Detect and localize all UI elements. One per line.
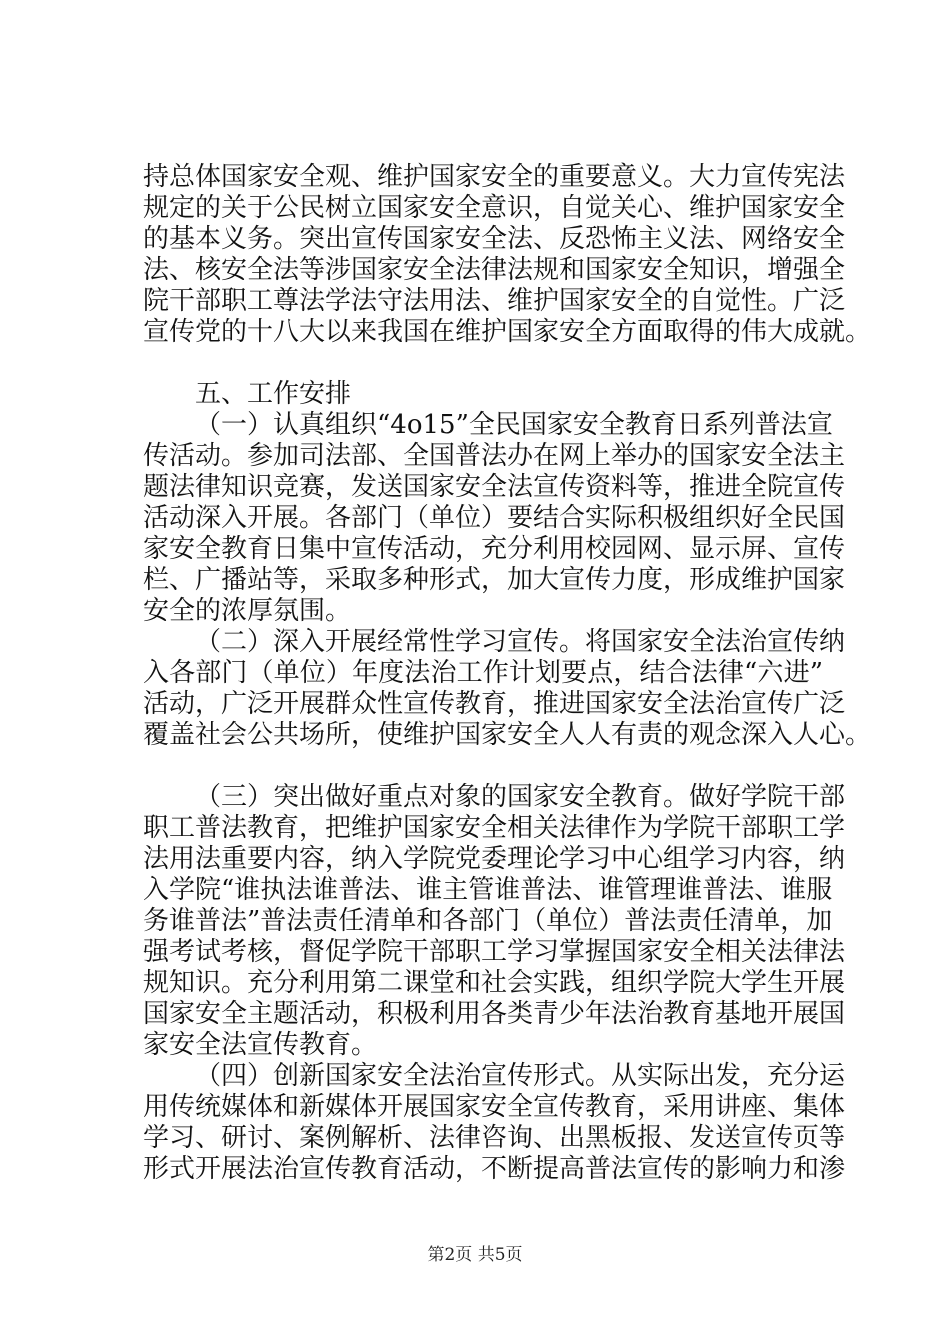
text-line: 活动，广泛开展群众性宣传教育，推进国家安全法治宣传广泛 bbox=[143, 689, 846, 719]
document-body bbox=[143, 162, 872, 1185]
text-line: 规定的关于公民树立国家安全意识，自觉关心、维护国家安全 bbox=[143, 193, 846, 223]
text-line: 务谁普法”普法责任清单和各部门（单位）普法责任清单，加 bbox=[143, 906, 833, 936]
text-line: 用传统媒体和新媒体开展国家安全宣传教育，采用讲座、集体 bbox=[143, 1092, 846, 1122]
text-line: 覆盖社会公共场所，使维护国家安全人人有责的观念深入人心。 bbox=[143, 720, 872, 750]
paragraph-item-1 bbox=[143, 410, 846, 627]
text-line: 入各部门（单位）年度法治工作计划要点，结合法律“六进” bbox=[143, 658, 823, 688]
text-line: 家安全法宣传教育。 bbox=[143, 1030, 378, 1060]
paragraph-item-2 bbox=[143, 627, 872, 751]
text-line: 学习、研讨、案例解析、法律咨询、出黑板报、发送宣传页等 bbox=[143, 1123, 846, 1153]
text-line: 法、核安全法等涉国家安全法律法规和国家安全知识，增强全 bbox=[143, 255, 846, 285]
paragraph-item-4 bbox=[143, 1061, 846, 1185]
text-line: 安全的浓厚氛围。 bbox=[143, 596, 352, 626]
text-line: 传活动。参加司法部、全国普法办在网上举办的国家安全法主 bbox=[143, 441, 846, 471]
text-line: 活动深入开展。各部门（单位）要结合实际积极组织好全民国 bbox=[143, 503, 846, 533]
text-line: （二）深入开展经常性学习宣传。将国家安全法治宣传纳 bbox=[195, 627, 846, 657]
text-line: （三）突出做好重点对象的国家安全教育。做好学院干部 bbox=[195, 782, 846, 812]
text-line: 入学院“谁执法谁普法、谁主管谁普法、谁管理谁普法、谁服 bbox=[143, 875, 833, 905]
section-heading: 五、工作安排 bbox=[195, 379, 352, 409]
text-line: 宣传党的十八大以来我国在维护国家安全方面取得的伟大成就。 bbox=[143, 317, 872, 347]
text-line: 的基本义务。突出宣传国家安全法、反恐怖主义法、网络安全 bbox=[143, 224, 846, 254]
page-number-footer: 第2页 共5页 bbox=[427, 1245, 523, 1265]
text-line: 法用法重要内容，纳入学院党委理论学习中心组学习内容，纳 bbox=[143, 844, 846, 874]
text-line: 院干部职工尊法学法守法用法、维护国家安全的自觉性。广泛 bbox=[143, 286, 846, 316]
paragraph-gap bbox=[143, 751, 823, 782]
text-line: 题法律知识竞赛，发送国家安全法宣传资料等，推进全院宣传 bbox=[143, 472, 846, 502]
paragraph-item-3 bbox=[143, 782, 846, 1061]
paragraph-gap bbox=[143, 348, 823, 379]
text-line: 持总体国家安全观、维护国家安全的重要意义。大力宣传宪法 bbox=[143, 162, 846, 192]
text-line: 强考试考核，督促学院干部职工学习掌握国家安全相关法律法 bbox=[143, 937, 846, 967]
text-line: 规知识。充分利用第二课堂和社会实践，组织学院大学生开展 bbox=[143, 968, 846, 998]
text-line: （一）认真组织“4o15”全民国家安全教育日系列普法宣 bbox=[195, 410, 833, 440]
text-line: 国家安全主题活动，积极利用各类青少年法治教育基地开展国 bbox=[143, 999, 846, 1029]
text-line: 形式开展法治宣传教育活动，不断提高普法宣传的影响力和渗 bbox=[143, 1154, 846, 1184]
paragraph-national-security-law bbox=[143, 162, 872, 348]
text-line: 家安全教育日集中宣传活动，充分利用校园网、显示屏、宣传 bbox=[143, 534, 846, 564]
text-line: （四）创新国家安全法治宣传形式。从实际出发，充分运 bbox=[195, 1061, 846, 1091]
text-line: 职工普法教育，把维护国家安全相关法律作为学院干部职工学 bbox=[143, 813, 846, 843]
text-line: 栏、广播站等，采取多种形式，加大宣传力度，形成维护国家 bbox=[143, 565, 846, 595]
